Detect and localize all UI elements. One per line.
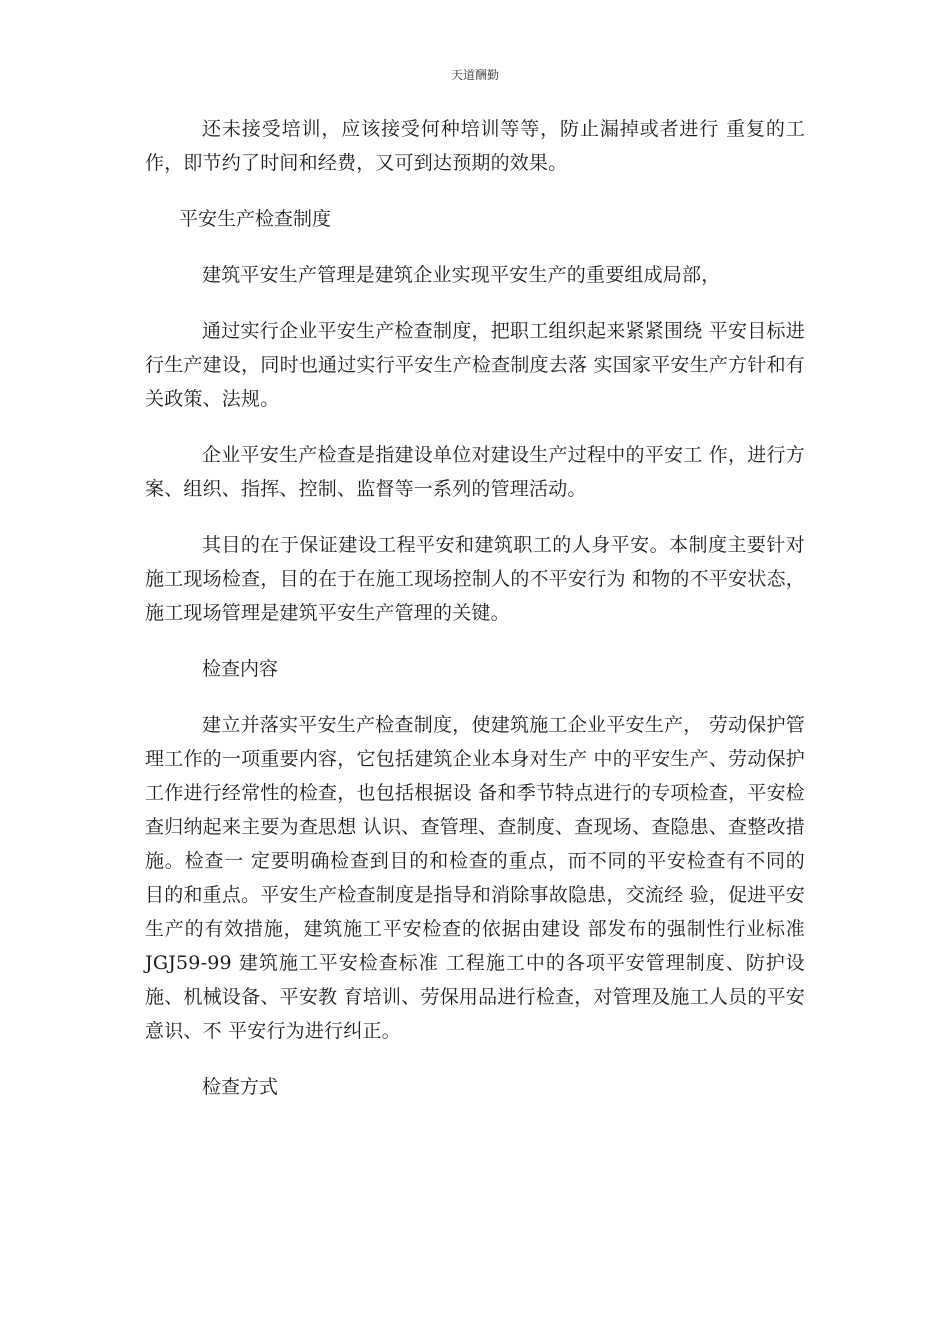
- paragraph-training: 还未接受培训，应该接受何种培训等等，防止漏掉或者进行 重复的工作，即节约了时间和经费，又可到达预期的效果。: [145, 118, 805, 174]
- paragraph-purpose: 其目的在于保证建设工程平安和建筑职工的人身平安。本制度主要针对施工现场检查，目的在于在施工现场控制人的不平安行为 和物的不平安状态，施工现场管理是建筑平安生产管理的关键。: [145, 534, 805, 624]
- section-heading-inspection-content: 检查内容: [202, 658, 279, 680]
- paragraph-definition: 企业平安生产检查是指建设单位对建设生产过程中的平安工 作，进行方案、组织、指挥、控制、监督等一系列的管理活动。: [145, 444, 805, 500]
- document-body: [145, 112, 805, 1126]
- page-header: 天道酬勤: [450, 68, 499, 82]
- paragraph-inspection-content: 建立并落实平安生产检查制度，使建筑施工企业平安生产， 劳动保护管理工作的一项重要内容，它包括建筑企业本身对生产 中的平安生产、劳动保护工作进行经常性的检查，也包括根据设 备和季节特点进行的专项检查，平安检查归纳起来主要为查思想 认识、查管理、查制度、查现场、查隐患、查整改措施。检查一 定要明确检查到目的和检查的重点，而不同的平安检查有不同的 目的和重点。平安生产检查制度是指导和消除事故隐患，交流经 验，促进平安生产的有效措施，建筑施工平安检查的依据由建设 部发布的强制性行业标准 JGJ59-99 建筑施工平安检查标准 工程施工中的各项平安管理制度、防护设施、机械设备、平安教 育培训、劳保用品进行检查，对管理及施工人员的平安意识、不 平安行为进行纠正。: [145, 714, 805, 1042]
- section-heading-safety-inspection-system: 平安生产检查制度: [179, 208, 332, 230]
- paragraph-intro: 建筑平安生产管理是建筑企业实现平安生产的重要组成局部，: [202, 264, 721, 286]
- paragraph-implementation: 通过实行企业平安生产检查制度，把职工组织起来紧紧围绕 平安目标进行生产建设，同时也通过实行平安生产检查制度去落 实国家平安生产方针和有关政策、法规。: [145, 320, 805, 410]
- section-heading-inspection-method: 检查方式: [202, 1076, 279, 1098]
